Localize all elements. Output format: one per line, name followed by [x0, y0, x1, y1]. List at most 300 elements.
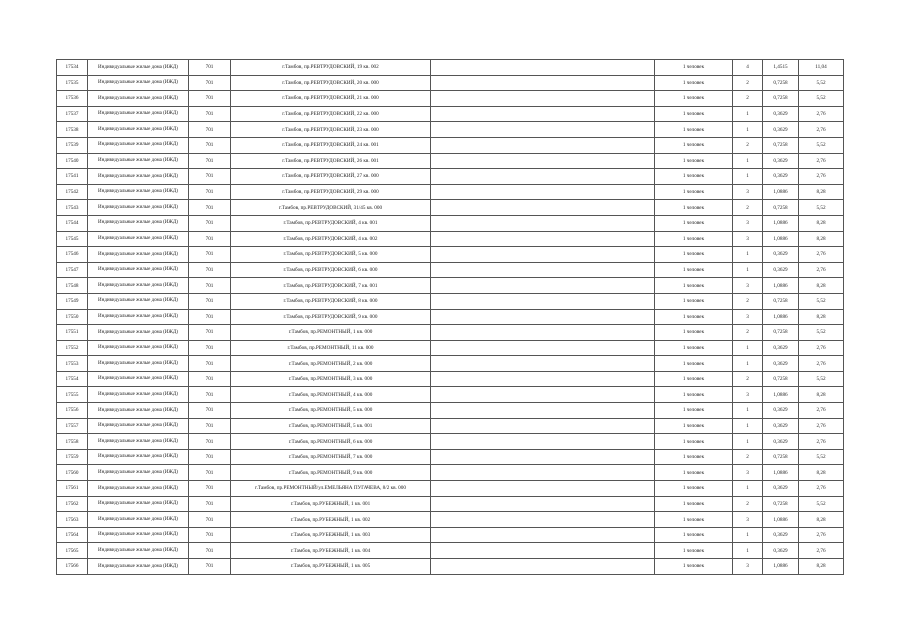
value-cell: 8,28: [799, 465, 844, 481]
table-row: [57, 200, 844, 216]
address-cell: г.Тамбов, пр.РЕВТРУДОВСКИЙ, 20 кв. 000: [231, 75, 431, 91]
record-id-cell: 17563: [57, 512, 88, 528]
unit-cell: 1 человек: [655, 215, 733, 231]
count-cell: 2: [733, 449, 763, 465]
address-cell: г.Тамбов, пр.РУБЕЖНЫЙ, 1 кв. 003: [231, 527, 431, 543]
code-cell: 701: [189, 293, 231, 309]
factor-cell: 0,3629: [763, 106, 799, 122]
address-cell: г.Тамбов, пр.РЕВТРУДОВСКИЙ, 26 кв. 001: [231, 153, 431, 169]
table-row: [57, 75, 844, 91]
record-id-cell: 17553: [57, 356, 88, 372]
table-row: [57, 512, 844, 528]
code-cell: 701: [189, 559, 231, 575]
record-id-cell: 17547: [57, 262, 88, 278]
factor-cell: 0,7258: [763, 137, 799, 153]
value-cell: 8,28: [799, 184, 844, 200]
factor-cell: 1,0886: [763, 309, 799, 325]
record-id-cell: 17544: [57, 215, 88, 231]
housing-type-cell: Индивидуальные жилые дома (ИЖД): [88, 278, 189, 294]
table-row: [57, 137, 844, 153]
count-cell: 1: [733, 153, 763, 169]
code-cell: 701: [189, 169, 231, 185]
address-cell: г.Тамбов, пр.РЕМОНТНЫЙ, 5 кв. 000: [231, 403, 431, 419]
code-cell: 701: [189, 418, 231, 434]
unit-cell: 1 человек: [655, 340, 733, 356]
factor-cell: 1,0886: [763, 215, 799, 231]
note-cell: [431, 418, 655, 434]
factor-cell: 0,3629: [763, 122, 799, 138]
count-cell: 1: [733, 481, 763, 497]
housing-type-cell: Индивидуальные жилые дома (ИЖД): [88, 200, 189, 216]
table-row: [57, 434, 844, 450]
record-id-cell: 17542: [57, 184, 88, 200]
address-cell: г.Тамбов, пр.РЕВТРУДОВСКИЙ, 7 кв. 001: [231, 278, 431, 294]
housing-type-cell: Индивидуальные жилые дома (ИЖД): [88, 418, 189, 434]
record-id-cell: 17536: [57, 91, 88, 107]
code-cell: 701: [189, 247, 231, 263]
code-cell: 701: [189, 325, 231, 341]
note-cell: [431, 325, 655, 341]
housing-type-cell: Индивидуальные жилые дома (ИЖД): [88, 481, 189, 497]
unit-cell: 1 человек: [655, 200, 733, 216]
unit-cell: 1 человек: [655, 387, 733, 403]
value-cell: 5,52: [799, 137, 844, 153]
factor-cell: 1,0886: [763, 465, 799, 481]
note-cell: [431, 309, 655, 325]
housing-type-cell: Индивидуальные жилые дома (ИЖД): [88, 543, 189, 559]
housing-type-cell: Индивидуальные жилые дома (ИЖД): [88, 356, 189, 372]
unit-cell: 1 человек: [655, 356, 733, 372]
code-cell: 701: [189, 137, 231, 153]
value-cell: 8,28: [799, 559, 844, 575]
record-id-cell: 17548: [57, 278, 88, 294]
table-row: [57, 496, 844, 512]
note-cell: [431, 293, 655, 309]
note-cell: [431, 122, 655, 138]
note-cell: [431, 371, 655, 387]
unit-cell: 1 человек: [655, 481, 733, 497]
note-cell: [431, 465, 655, 481]
count-cell: 3: [733, 309, 763, 325]
unit-cell: 1 человек: [655, 496, 733, 512]
code-cell: 701: [189, 465, 231, 481]
code-cell: 701: [189, 106, 231, 122]
value-cell: 2,76: [799, 340, 844, 356]
code-cell: 701: [189, 122, 231, 138]
table-row: [57, 481, 844, 497]
factor-cell: 0,3629: [763, 247, 799, 263]
code-cell: 701: [189, 527, 231, 543]
housing-type-cell: Индивидуальные жилые дома (ИЖД): [88, 262, 189, 278]
note-cell: [431, 278, 655, 294]
value-cell: 2,76: [799, 543, 844, 559]
record-id-cell: 17561: [57, 481, 88, 497]
unit-cell: 1 человек: [655, 512, 733, 528]
code-cell: 701: [189, 60, 231, 76]
unit-cell: 1 человек: [655, 247, 733, 263]
note-cell: [431, 153, 655, 169]
value-cell: 5,52: [799, 75, 844, 91]
value-cell: 2,76: [799, 247, 844, 263]
value-cell: 2,76: [799, 403, 844, 419]
unit-cell: 1 человек: [655, 527, 733, 543]
count-cell: 1: [733, 403, 763, 419]
value-cell: 8,28: [799, 231, 844, 247]
code-cell: 701: [189, 231, 231, 247]
housing-type-cell: Индивидуальные жилые дома (ИЖД): [88, 215, 189, 231]
record-id-cell: 17559: [57, 449, 88, 465]
unit-cell: 1 человек: [655, 559, 733, 575]
address-cell: г.Тамбов, пр.РЕВТРУДОВСКИЙ, 19 кв. 002: [231, 60, 431, 76]
factor-cell: 0,7258: [763, 293, 799, 309]
table-row: [57, 60, 844, 76]
table-row: [57, 231, 844, 247]
factor-cell: 1,0886: [763, 512, 799, 528]
table-row: [57, 215, 844, 231]
housing-type-cell: Индивидуальные жилые дома (ИЖД): [88, 247, 189, 263]
housing-type-cell: Индивидуальные жилые дома (ИЖД): [88, 340, 189, 356]
code-cell: 701: [189, 309, 231, 325]
note-cell: [431, 91, 655, 107]
code-cell: 701: [189, 215, 231, 231]
unit-cell: 1 человек: [655, 465, 733, 481]
housing-type-cell: Индивидуальные жилые дома (ИЖД): [88, 91, 189, 107]
record-id-cell: 17551: [57, 325, 88, 341]
record-id-cell: 17549: [57, 293, 88, 309]
factor-cell: 1,0886: [763, 184, 799, 200]
record-id-cell: 17554: [57, 371, 88, 387]
value-cell: 5,52: [799, 449, 844, 465]
housing-type-cell: Индивидуальные жилые дома (ИЖД): [88, 559, 189, 575]
table-body: [57, 60, 844, 575]
note-cell: [431, 75, 655, 91]
unit-cell: 1 человек: [655, 278, 733, 294]
value-cell: 8,28: [799, 309, 844, 325]
address-cell: г.Тамбов, пр.РУБЕЖНЫЙ, 1 кв. 005: [231, 559, 431, 575]
code-cell: 701: [189, 91, 231, 107]
factor-cell: 1,0886: [763, 387, 799, 403]
table-row: [57, 278, 844, 294]
count-cell: 2: [733, 325, 763, 341]
unit-cell: 1 человек: [655, 262, 733, 278]
value-cell: 2,76: [799, 153, 844, 169]
count-cell: 1: [733, 169, 763, 185]
factor-cell: 0,7258: [763, 371, 799, 387]
count-cell: 2: [733, 200, 763, 216]
count-cell: 3: [733, 559, 763, 575]
factor-cell: 0,3629: [763, 434, 799, 450]
table-row: [57, 527, 844, 543]
count-cell: 1: [733, 340, 763, 356]
unit-cell: 1 человек: [655, 418, 733, 434]
housing-type-cell: Индивидуальные жилые дома (ИЖД): [88, 403, 189, 419]
value-cell: 2,76: [799, 434, 844, 450]
unit-cell: 1 человек: [655, 434, 733, 450]
code-cell: 701: [189, 200, 231, 216]
code-cell: 701: [189, 371, 231, 387]
factor-cell: 0,7258: [763, 75, 799, 91]
record-id-cell: 17541: [57, 169, 88, 185]
table-row: [57, 91, 844, 107]
housing-type-cell: Индивидуальные жилые дома (ИЖД): [88, 496, 189, 512]
count-cell: 3: [733, 215, 763, 231]
housing-type-cell: Индивидуальные жилые дома (ИЖД): [88, 512, 189, 528]
factor-cell: 0,7258: [763, 200, 799, 216]
factor-cell: 0,7258: [763, 325, 799, 341]
factor-cell: 0,7258: [763, 91, 799, 107]
count-cell: 2: [733, 371, 763, 387]
factor-cell: 0,3629: [763, 262, 799, 278]
code-cell: 701: [189, 403, 231, 419]
factor-cell: 0,7258: [763, 496, 799, 512]
factor-cell: 0,3629: [763, 543, 799, 559]
code-cell: 701: [189, 262, 231, 278]
note-cell: [431, 247, 655, 263]
note-cell: [431, 356, 655, 372]
code-cell: 701: [189, 543, 231, 559]
unit-cell: 1 человек: [655, 371, 733, 387]
factor-cell: 0,7258: [763, 449, 799, 465]
housing-type-cell: Индивидуальные жилые дома (ИЖД): [88, 60, 189, 76]
value-cell: 5,52: [799, 371, 844, 387]
count-cell: 3: [733, 387, 763, 403]
value-cell: 8,28: [799, 278, 844, 294]
record-id-cell: 17566: [57, 559, 88, 575]
address-cell: г.Тамбов, пр.РУБЕЖНЫЙ, 1 кв. 004: [231, 543, 431, 559]
note-cell: [431, 137, 655, 153]
housing-type-cell: Индивидуальные жилые дома (ИЖД): [88, 527, 189, 543]
address-cell: г.Тамбов, пр.РЕВТРУДОВСКИЙ, 23 кв. 000: [231, 122, 431, 138]
table-row: [57, 403, 844, 419]
address-cell: г.Тамбов, пр.РЕВТРУДОВСКИЙ, 6 кв. 000: [231, 262, 431, 278]
record-id-cell: 17565: [57, 543, 88, 559]
unit-cell: 1 человек: [655, 309, 733, 325]
address-cell: г.Тамбов, пр.РЕМОНТНЫЙ, 6 кв. 000: [231, 434, 431, 450]
note-cell: [431, 449, 655, 465]
value-cell: 5,52: [799, 200, 844, 216]
record-id-cell: 17534: [57, 60, 88, 76]
record-id-cell: 17550: [57, 309, 88, 325]
factor-cell: 0,3629: [763, 153, 799, 169]
note-cell: [431, 106, 655, 122]
record-id-cell: 17558: [57, 434, 88, 450]
housing-type-cell: Индивидуальные жилые дома (ИЖД): [88, 75, 189, 91]
record-id-cell: 17555: [57, 387, 88, 403]
table-row: [57, 340, 844, 356]
code-cell: 701: [189, 496, 231, 512]
note-cell: [431, 169, 655, 185]
code-cell: 701: [189, 356, 231, 372]
value-cell: 2,76: [799, 262, 844, 278]
table-row: [57, 465, 844, 481]
factor-cell: 1,0886: [763, 559, 799, 575]
address-cell: г.Тамбов, пр.РЕВТРУДОВСКИЙ, 9 кв. 000: [231, 309, 431, 325]
value-cell: 5,52: [799, 91, 844, 107]
factor-cell: 1,0886: [763, 231, 799, 247]
housing-type-cell: Индивидуальные жилые дома (ИЖД): [88, 449, 189, 465]
unit-cell: 1 человек: [655, 543, 733, 559]
housing-type-cell: Индивидуальные жилые дома (ИЖД): [88, 137, 189, 153]
table-row: [57, 309, 844, 325]
address-cell: г.Тамбов, пр.РЕМОНТНЫЙ, 4 кв. 000: [231, 387, 431, 403]
housing-type-cell: Индивидуальные жилые дома (ИЖД): [88, 184, 189, 200]
note-cell: [431, 215, 655, 231]
value-cell: 2,76: [799, 122, 844, 138]
note-cell: [431, 262, 655, 278]
factor-cell: 0,3629: [763, 403, 799, 419]
table-row: [57, 106, 844, 122]
value-cell: 2,76: [799, 418, 844, 434]
record-id-cell: 17564: [57, 527, 88, 543]
housing-type-cell: Индивидуальные жилые дома (ИЖД): [88, 231, 189, 247]
count-cell: 3: [733, 465, 763, 481]
value-cell: 5,52: [799, 496, 844, 512]
housing-type-cell: Индивидуальные жилые дома (ИЖД): [88, 169, 189, 185]
table-row: [57, 449, 844, 465]
unit-cell: 1 человек: [655, 122, 733, 138]
address-cell: г.Тамбов, пр.РЕВТРУДОВСКИЙ, 4 кв. 001: [231, 215, 431, 231]
note-cell: [431, 434, 655, 450]
note-cell: [431, 60, 655, 76]
housing-type-cell: Индивидуальные жилые дома (ИЖД): [88, 325, 189, 341]
table-row: [57, 184, 844, 200]
unit-cell: 1 человек: [655, 60, 733, 76]
note-cell: [431, 543, 655, 559]
count-cell: 1: [733, 543, 763, 559]
note-cell: [431, 496, 655, 512]
record-id-cell: 17538: [57, 122, 88, 138]
address-cell: г.Тамбов, пр.РЕМОНТНЫЙ, 3 кв. 000: [231, 371, 431, 387]
housing-type-cell: Индивидуальные жилые дома (ИЖД): [88, 122, 189, 138]
factor-cell: 0,3629: [763, 340, 799, 356]
housing-type-cell: Индивидуальные жилые дома (ИЖД): [88, 309, 189, 325]
count-cell: 1: [733, 527, 763, 543]
count-cell: 3: [733, 184, 763, 200]
table-row: [57, 418, 844, 434]
unit-cell: 1 человек: [655, 153, 733, 169]
count-cell: 2: [733, 137, 763, 153]
address-cell: г.Тамбов, пр.РЕВТРУДОВСКИЙ, 5 кв. 000: [231, 247, 431, 263]
record-id-cell: 17540: [57, 153, 88, 169]
table-row: [57, 543, 844, 559]
address-cell: г.Тамбов, пр.РЕМОНТНЫЙ, 5 кв. 001: [231, 418, 431, 434]
table-row: [57, 122, 844, 138]
code-cell: 701: [189, 75, 231, 91]
count-cell: 3: [733, 231, 763, 247]
code-cell: 701: [189, 278, 231, 294]
factor-cell: 0,3629: [763, 418, 799, 434]
address-cell: г.Тамбов, пр.РЕМОНТНЫЙ, 1 кв. 000: [231, 325, 431, 341]
count-cell: 2: [733, 293, 763, 309]
record-id-cell: 17543: [57, 200, 88, 216]
count-cell: 2: [733, 496, 763, 512]
unit-cell: 1 человек: [655, 106, 733, 122]
table-row: [57, 559, 844, 575]
count-cell: 2: [733, 91, 763, 107]
value-cell: 2,76: [799, 356, 844, 372]
code-cell: 701: [189, 449, 231, 465]
value-cell: 2,76: [799, 527, 844, 543]
note-cell: [431, 559, 655, 575]
count-cell: 1: [733, 434, 763, 450]
unit-cell: 1 человек: [655, 91, 733, 107]
unit-cell: 1 человек: [655, 325, 733, 341]
value-cell: 8,28: [799, 512, 844, 528]
record-id-cell: 17545: [57, 231, 88, 247]
count-cell: 1: [733, 106, 763, 122]
factor-cell: 0,3629: [763, 481, 799, 497]
record-id-cell: 17562: [57, 496, 88, 512]
housing-type-cell: Индивидуальные жилые дома (ИЖД): [88, 293, 189, 309]
value-cell: 11,04: [799, 60, 844, 76]
value-cell: 2,76: [799, 106, 844, 122]
factor-cell: 1,4515: [763, 60, 799, 76]
record-id-cell: 17560: [57, 465, 88, 481]
record-id-cell: 17546: [57, 247, 88, 263]
unit-cell: 1 человек: [655, 231, 733, 247]
factor-cell: 0,3629: [763, 169, 799, 185]
note-cell: [431, 184, 655, 200]
count-cell: 1: [733, 262, 763, 278]
record-id-cell: 17556: [57, 403, 88, 419]
note-cell: [431, 387, 655, 403]
housing-type-cell: Индивидуальные жилые дома (ИЖД): [88, 387, 189, 403]
code-cell: 701: [189, 512, 231, 528]
value-cell: 2,76: [799, 169, 844, 185]
count-cell: 1: [733, 356, 763, 372]
value-cell: 2,76: [799, 481, 844, 497]
factor-cell: 1,0886: [763, 278, 799, 294]
table-row: [57, 169, 844, 185]
housing-type-cell: Индивидуальные жилые дома (ИЖД): [88, 465, 189, 481]
unit-cell: 1 человек: [655, 75, 733, 91]
note-cell: [431, 403, 655, 419]
address-cell: г.Тамбов, пр.РЕВТРУДОВСКИЙ, 4 кв. 002: [231, 231, 431, 247]
unit-cell: 1 человек: [655, 137, 733, 153]
note-cell: [431, 481, 655, 497]
address-cell: г.Тамбов, пр.РЕМОНТНЫЙ, 2 кв. 000: [231, 356, 431, 372]
note-cell: [431, 527, 655, 543]
housing-type-cell: Индивидуальные жилые дома (ИЖД): [88, 153, 189, 169]
code-cell: 701: [189, 387, 231, 403]
code-cell: 701: [189, 184, 231, 200]
address-cell: г.Тамбов, пр.РЕВТРУДОВСКИЙ, 29 кв. 000: [231, 184, 431, 200]
table-row: [57, 371, 844, 387]
address-cell: г.Тамбов, пр.РЕМОНТНЫЙ, 7 кв. 000: [231, 449, 431, 465]
value-cell: 8,28: [799, 215, 844, 231]
address-cell: г.Тамбов, пр.РЕВТРУДОВСКИЙ, 22 кв. 000: [231, 106, 431, 122]
factor-cell: 0,3629: [763, 356, 799, 372]
address-cell: г.Тамбов, пр.РУБЕЖНЫЙ, 1 кв. 001: [231, 496, 431, 512]
code-cell: 701: [189, 434, 231, 450]
unit-cell: 1 человек: [655, 169, 733, 185]
count-cell: 2: [733, 75, 763, 91]
record-id-cell: 17537: [57, 106, 88, 122]
address-cell: г.Тамбов, пр.РЕВТРУДОВСКИЙ, 31/45 кв. 000: [231, 200, 431, 216]
housing-type-cell: Индивидуальные жилые дома (ИЖД): [88, 434, 189, 450]
address-cell: г.Тамбов, пр.РЕМОНТНЫЙ, 11 кв. 000: [231, 340, 431, 356]
table-row: [57, 293, 844, 309]
address-cell: г.Тамбов, пр.РУБЕЖНЫЙ, 1 кв. 002: [231, 512, 431, 528]
record-id-cell: 17552: [57, 340, 88, 356]
record-id-cell: 17535: [57, 75, 88, 91]
count-cell: 3: [733, 278, 763, 294]
unit-cell: 1 человек: [655, 293, 733, 309]
unit-cell: 1 человек: [655, 184, 733, 200]
record-id-cell: 17557: [57, 418, 88, 434]
record-id-cell: 17539: [57, 137, 88, 153]
count-cell: 4: [733, 60, 763, 76]
